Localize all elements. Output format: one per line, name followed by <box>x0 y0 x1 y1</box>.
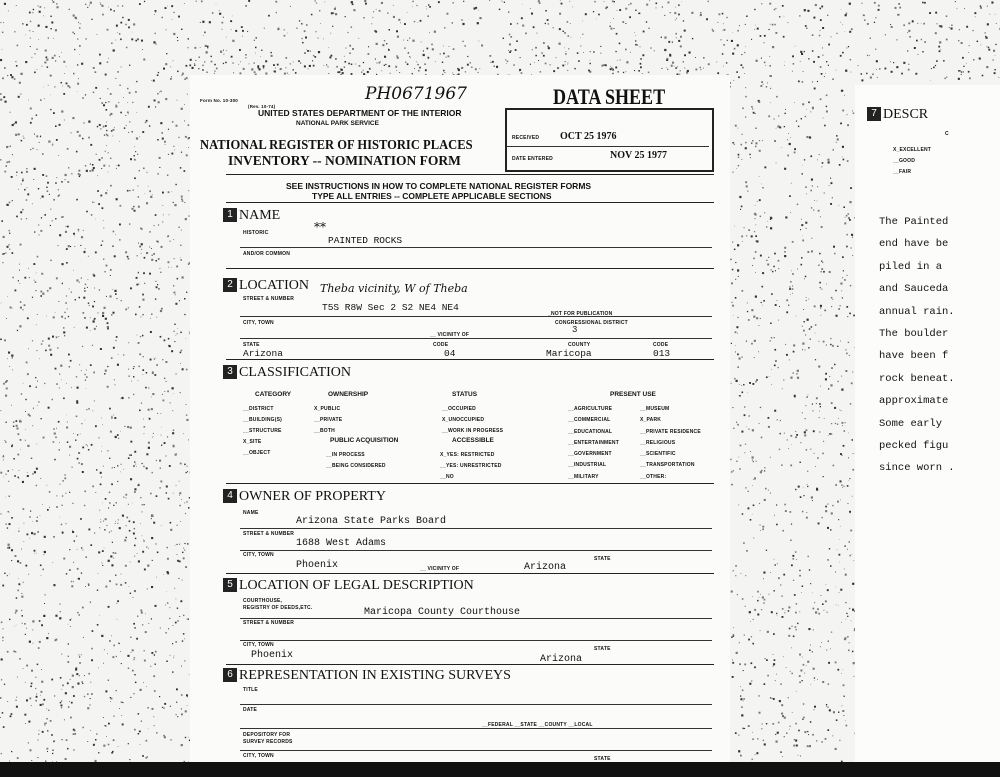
description-line: approximate <box>879 395 949 408</box>
survey-levels: __FEDERAL __STATE __COUNTY __LOCAL <box>482 722 593 728</box>
county-code-label: CODE <box>653 342 669 348</box>
present-use-item: __RELIGIOUS <box>640 439 676 446</box>
ownership-item: X_PUBLIC <box>314 406 341 412</box>
data-sheet-label: DATA SHEET <box>553 84 666 109</box>
present-use-item: __TRANSPORTATION <box>640 462 695 469</box>
section-classification-header: 3 CLASSIFICATION <box>223 363 351 381</box>
accessible-heading: ACCESSIBLE <box>452 437 494 444</box>
owner-street-line <box>240 550 712 551</box>
location-street-value: T5S R8W Sec 2 S2 NE4 NE4 <box>322 302 459 313</box>
location-vicinity-label: __ VICINITY OF <box>430 332 470 338</box>
owner-state-value: Arizona <box>524 562 567 573</box>
location-state-label: STATE <box>243 342 260 348</box>
form-rev: (Rev. 10-74) <box>248 104 276 109</box>
status-item: X_UNOCCUPIED <box>442 417 485 423</box>
owner-city-label: CITY, TOWN <box>243 552 274 558</box>
ownership-heading: OWNERSHIP <box>328 391 369 398</box>
location-city-line <box>240 338 712 339</box>
location-street-line <box>240 316 712 317</box>
owner-city-value: Phoenix <box>296 560 339 571</box>
scan-bottom-edge <box>0 762 1000 777</box>
reference-number: PH0671967 <box>365 84 467 104</box>
present-use-heading: PRESENT USE <box>610 391 656 398</box>
section-name-header: 1 NAME <box>223 206 280 224</box>
legal-city-value: Phoenix <box>251 650 294 661</box>
acquisition-item: __IN PROCESS <box>326 452 365 458</box>
acquisition-list <box>326 450 386 472</box>
description-line: end have be <box>879 238 949 251</box>
historic-name: PAINTED ROCKS <box>328 235 403 246</box>
accessible-item: __YES: UNRESTRICTED <box>440 463 502 469</box>
location-street-label: STREET & NUMBER <box>243 296 295 302</box>
courthouse-label-1: COURTHOUSE, <box>243 598 283 604</box>
section-1-rule <box>226 268 714 269</box>
section-4-rule <box>226 573 714 574</box>
ownership-item: __BOTH <box>314 428 335 434</box>
survey-title-line <box>240 704 712 705</box>
present-use-item: __EDUCATIONAL <box>568 428 613 435</box>
present-use-item: __GOVERNMENT <box>568 451 612 458</box>
accessible-list <box>440 450 502 483</box>
acquisition-heading: PUBLIC ACQUISITION <box>330 437 399 444</box>
description-line: The boulder <box>879 328 949 341</box>
depository-label-2: SURVEY RECORDS <box>243 739 293 745</box>
status-item: __WORK IN PROGRESS <box>442 428 504 434</box>
category-item: __DISTRICT <box>243 406 274 412</box>
owner-street-label: STREET & NUMBER <box>243 531 295 537</box>
section-owner-header: 4 OWNER OF PROPERTY <box>223 487 386 505</box>
received-date: OCT 25 1976 <box>560 131 617 142</box>
courthouse-value: Maricopa County Courthouse <box>364 607 521 618</box>
status-item: __OCCUPIED <box>442 406 476 412</box>
section-location-header: 2 LOCATION <box>223 276 309 294</box>
present-use-item: __SCIENTIFIC <box>640 451 676 458</box>
status-list <box>442 404 503 437</box>
present-use-item: __ENTERTAINMENT <box>568 439 619 446</box>
location-code-value: 04 <box>444 348 456 359</box>
present-use-item: __INDUSTRIAL <box>568 462 607 469</box>
adjacent-page <box>855 85 1000 777</box>
depository-line <box>240 750 712 751</box>
present-use-item: __PRIVATE RESIDENCE <box>640 428 701 435</box>
present-use-item: __MUSEUM <box>640 406 670 412</box>
category-item: __OBJECT <box>243 450 271 456</box>
condition-excellent: X_EXCELLENT <box>893 147 932 153</box>
description-line: pecked figu <box>879 440 949 453</box>
section-3-marker: 3 <box>223 365 237 379</box>
county-label: COUNTY <box>568 342 591 348</box>
present-use-item: __COMMERCIAL <box>568 417 611 424</box>
description-line: The Painted <box>879 216 949 228</box>
present-use-col2 <box>640 404 701 483</box>
accessible-item: __NO <box>440 474 454 480</box>
instructions-rule <box>226 202 714 203</box>
description-line: have been f <box>879 350 949 363</box>
date-entered-label: DATE ENTERED <box>512 156 553 162</box>
description-header: 7 DESCR <box>867 105 928 123</box>
legal-city-label: CITY, TOWN <box>243 642 274 648</box>
county-code-value: 013 <box>653 348 671 359</box>
historic-line <box>240 247 712 248</box>
ownership-item: __PRIVATE <box>314 417 343 423</box>
congressional-value: 3 <box>572 325 578 335</box>
section-7-marker: 7 <box>867 107 881 121</box>
location-handwritten: Theba vicinity, W of Theba <box>320 282 468 295</box>
ownership-list <box>314 404 342 437</box>
county-value: Maricopa <box>546 348 592 359</box>
section-4-marker: 4 <box>223 489 237 503</box>
legal-street-line <box>240 640 712 641</box>
condition-good: __GOOD <box>893 158 916 164</box>
form-number: Form No. 10-300 <box>200 98 239 103</box>
section-surveys-header: 6 REPRESENTATION IN EXISTING SURVEYS <box>223 666 511 684</box>
form-title-line1: NATIONAL REGISTER OF HISTORIC PLACES <box>200 137 473 152</box>
present-use-item: __AGRICULTURE <box>568 406 613 412</box>
not-for-publication: _NOT FOR PUBLICATION <box>548 311 613 317</box>
location-state-value: Arizona <box>243 348 283 359</box>
acquisition-item: __BEING CONSIDERED <box>326 463 386 469</box>
date-entered-value: NOV 25 1977 <box>610 150 668 161</box>
description-line: since worn . <box>879 462 955 475</box>
owner-vicinity-label: __ VICINITY OF <box>420 566 460 572</box>
owner-name-label: NAME <box>243 510 259 516</box>
survey-title-label: TITLE <box>243 687 258 693</box>
description-line: and Sauceda <box>879 283 949 296</box>
instructions-line2: TYPE ALL ENTRIES -- COMPLETE APPLICABLE SECTIONS <box>312 191 552 201</box>
form-title-line2: INVENTORY -- NOMINATION FORM <box>228 153 461 168</box>
survey-city-label: CITY, TOWN <box>243 753 274 759</box>
owner-state-label: STATE <box>594 556 611 562</box>
owner-street-value: 1688 West Adams <box>296 538 387 549</box>
received-label: RECEIVED <box>512 135 540 141</box>
common-label: AND/OR COMMON <box>243 251 291 257</box>
legal-street-label: STREET & NUMBER <box>243 620 295 626</box>
courthouse-line <box>240 618 712 619</box>
historic-label: HISTORIC <box>243 230 269 236</box>
section-5-marker: 5 <box>223 578 237 592</box>
section-5-rule <box>226 664 714 665</box>
owner-name-line <box>240 528 712 529</box>
present-use-item: __OTHER: <box>640 473 667 480</box>
survey-date-line <box>240 728 712 729</box>
present-use-item: X_PARK <box>640 417 662 424</box>
location-city-label: CITY, TOWN <box>243 320 274 326</box>
depository-label-1: DEPOSITORY FOR <box>243 732 291 738</box>
category-item: __STRUCTURE <box>243 428 282 434</box>
description-line: piled in a <box>879 260 943 273</box>
present-use-item: __MILITARY <box>568 473 599 480</box>
section-2-rule <box>226 359 714 360</box>
section-1-marker: 1 <box>223 208 237 222</box>
survey-state-label: STATE <box>594 756 611 762</box>
location-code-label: CODE <box>433 342 449 348</box>
survey-date-label: DATE <box>243 707 258 713</box>
category-item: __BUILDING(S) <box>243 417 282 423</box>
description-text <box>879 211 955 480</box>
present-use-col1 <box>568 404 619 483</box>
stamp-divider <box>507 146 709 147</box>
instructions-line1: SEE INSTRUCTIONS IN HOW TO COMPLETE NATIONAL REGISTER FORMS <box>286 181 592 191</box>
condition-label: C <box>945 131 949 137</box>
condition-fair: __FAIR <box>893 169 912 175</box>
service-name: NATIONAL PARK SERVICE <box>296 120 379 127</box>
category-list <box>243 404 282 459</box>
congressional-label: CONGRESSIONAL DISTRICT <box>555 320 628 326</box>
description-line: Some early <box>879 417 943 430</box>
department-name: UNITED STATES DEPARTMENT OF THE INTERIOR <box>258 108 462 118</box>
courthouse-label-2: REGISTRY OF DEEDS,ETC. <box>243 605 313 611</box>
description-line: rock beneat. <box>879 372 955 385</box>
section-3-rule <box>226 483 714 484</box>
status-heading: STATUS <box>452 391 478 398</box>
section-6-marker: 6 <box>223 668 237 682</box>
section-legal-header: 5 LOCATION OF LEGAL DESCRIPTION <box>223 576 474 594</box>
header-rule <box>226 174 714 175</box>
category-heading: CATEGORY <box>255 391 292 398</box>
category-item: X_SITE <box>243 439 262 445</box>
owner-name-value: Arizona State Parks Board <box>296 516 447 527</box>
historic-mark: ** <box>314 220 326 234</box>
legal-state-label: STATE <box>594 646 611 652</box>
section-2-marker: 2 <box>223 278 237 292</box>
legal-state-value: Arizona <box>540 654 583 665</box>
accessible-item: X_YES: RESTRICTED <box>440 452 495 458</box>
description-line: annual rain. <box>879 305 955 318</box>
